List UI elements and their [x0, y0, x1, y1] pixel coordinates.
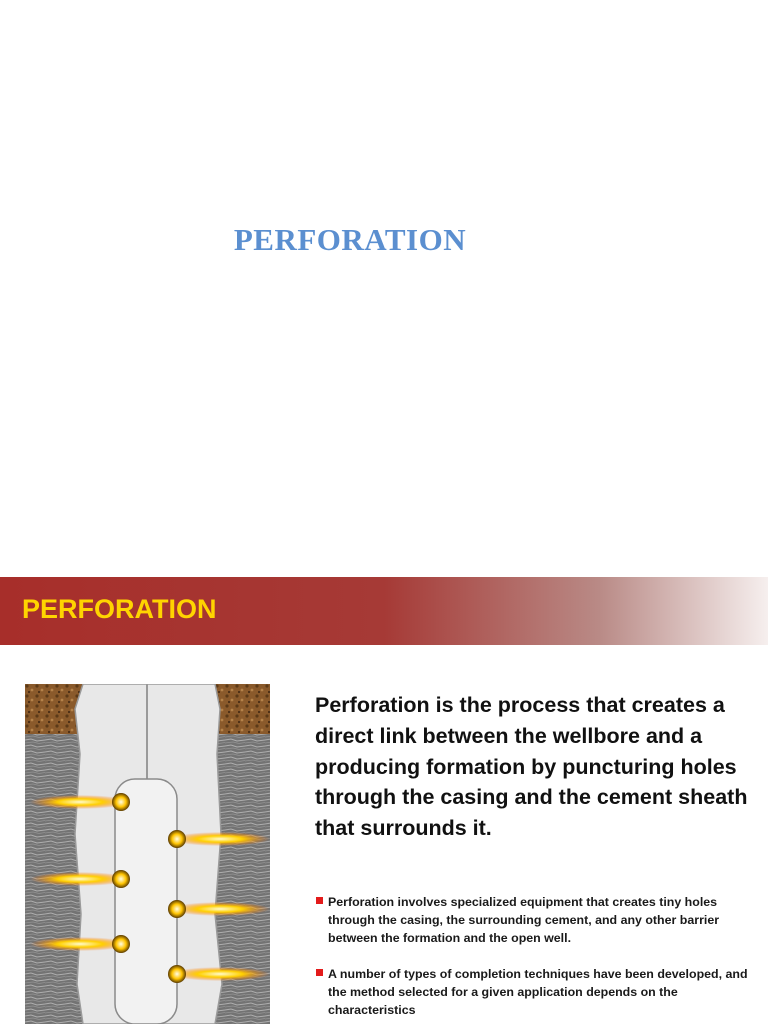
perforated-wellbore-illustration-icon: [25, 684, 270, 1024]
bullet-text: Perforation involves specialized equipment that creates tiny holes through the casing, the surrounding cement, and any other barrier between the formation and the open well.: [328, 895, 720, 946]
slide-title: PERFORATION: [233, 222, 467, 257]
bullet-item: [316, 965, 756, 1020]
square-bullet-icon: [316, 897, 323, 904]
content-slide: [0, 577, 768, 1024]
bullet-item: [316, 893, 756, 948]
square-bullet-icon: [316, 969, 323, 976]
bullet-list: [316, 893, 756, 1024]
lead-paragraph: Perforation is the process that creates a direct link between the wellbore and a producing formation by puncturing holes through the casing and the cement sheath that surrounds it.: [315, 693, 748, 841]
bullet-text: A number of types of completion techniques have been developed, and the method selected for a given application depends on the characteristics: [328, 966, 748, 1018]
banner-title: PERFORATION: [22, 594, 217, 624]
title-banner: [0, 577, 768, 645]
